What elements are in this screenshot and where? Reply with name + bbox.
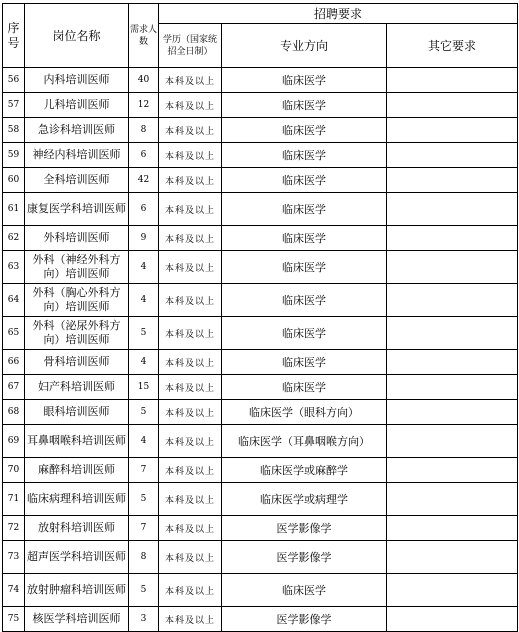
other-requirements-cell [387, 483, 518, 516]
education-cell: 本科及以上 [159, 483, 222, 516]
row-number: 68 [3, 400, 25, 425]
education-cell: 本科及以上 [159, 541, 222, 574]
education-cell: 本科及以上 [159, 574, 222, 607]
major-cell: 临床医学（耳鼻咽喉方向） [222, 425, 387, 458]
header-count: 需求人数 [129, 4, 159, 68]
count-cell: 5 [129, 483, 159, 516]
table-row [3, 607, 518, 632]
education-cell: 本科及以上 [159, 168, 222, 193]
other-requirements-cell [387, 317, 518, 350]
position-name-cell: 放射肿瘤科培训医师 [25, 574, 129, 607]
education-cell: 本科及以上 [159, 93, 222, 118]
table-row [3, 93, 518, 118]
count-cell: 5 [129, 317, 159, 350]
count-cell: 15 [129, 375, 159, 400]
count-cell: 4 [129, 251, 159, 284]
other-requirements-cell [387, 118, 518, 143]
count-cell: 5 [129, 574, 159, 607]
education-cell: 本科及以上 [159, 251, 222, 284]
row-number: 62 [3, 226, 25, 251]
row-number: 71 [3, 483, 25, 516]
row-number: 59 [3, 143, 25, 168]
other-requirements-cell [387, 251, 518, 284]
table-row [3, 168, 518, 193]
row-number: 66 [3, 350, 25, 375]
other-requirements-cell [387, 574, 518, 607]
other-requirements-cell [387, 93, 518, 118]
table-row [3, 68, 518, 93]
education-cell: 本科及以上 [159, 284, 222, 317]
major-cell: 临床医学 [222, 168, 387, 193]
education-cell: 本科及以上 [159, 350, 222, 375]
table-row [3, 143, 518, 168]
row-number: 58 [3, 118, 25, 143]
other-requirements-cell [387, 193, 518, 226]
other-requirements-cell [387, 350, 518, 375]
row-number: 61 [3, 193, 25, 226]
row-number: 65 [3, 317, 25, 350]
other-requirements-cell [387, 458, 518, 483]
major-cell: 临床医学 [222, 284, 387, 317]
major-cell: 临床医学 [222, 574, 387, 607]
position-name-cell: 核医学科培训医师 [25, 607, 129, 632]
major-cell: 临床医学 [222, 317, 387, 350]
position-name-cell: 放射科培训医师 [25, 516, 129, 541]
table-row [3, 251, 518, 284]
major-cell: 临床医学 [222, 375, 387, 400]
header-other: 其它要求 [387, 24, 518, 68]
other-requirements-cell [387, 400, 518, 425]
position-name-cell: 神经内科培训医师 [25, 143, 129, 168]
table-row [3, 375, 518, 400]
major-cell: 临床医学或麻醉学 [222, 458, 387, 483]
education-cell: 本科及以上 [159, 607, 222, 632]
count-cell: 12 [129, 93, 159, 118]
position-name-cell: 眼科培训医师 [25, 400, 129, 425]
other-requirements-cell [387, 284, 518, 317]
major-cell: 临床医学 [222, 226, 387, 251]
header-requirements: 招聘要求 [159, 4, 518, 24]
row-number: 70 [3, 458, 25, 483]
major-cell: 医学影像学 [222, 541, 387, 574]
position-name-cell: 麻醉科培训医师 [25, 458, 129, 483]
major-cell: 临床医学 [222, 93, 387, 118]
position-name-cell: 儿科培训医师 [25, 93, 129, 118]
position-name-cell: 外科（神经外科方向）培训医师 [25, 251, 129, 284]
major-cell: 临床医学 [222, 68, 387, 93]
education-cell: 本科及以上 [159, 317, 222, 350]
row-number: 73 [3, 541, 25, 574]
position-name-cell: 急诊科培训医师 [25, 118, 129, 143]
other-requirements-cell [387, 226, 518, 251]
recruitment-table [2, 3, 518, 632]
major-cell: 临床医学 [222, 251, 387, 284]
education-cell: 本科及以上 [159, 226, 222, 251]
education-cell: 本科及以上 [159, 400, 222, 425]
table-row [3, 458, 518, 483]
row-number: 69 [3, 425, 25, 458]
major-cell: 临床医学（眼科方向） [222, 400, 387, 425]
other-requirements-cell [387, 607, 518, 632]
count-cell: 8 [129, 118, 159, 143]
header-seq: 序号 [3, 4, 25, 68]
position-name-cell: 妇产科培训医师 [25, 375, 129, 400]
table-row [3, 574, 518, 607]
count-cell: 4 [129, 350, 159, 375]
table-row [3, 516, 518, 541]
major-cell: 临床医学或病理学 [222, 483, 387, 516]
count-cell: 7 [129, 516, 159, 541]
education-cell: 本科及以上 [159, 458, 222, 483]
position-name-cell: 康复医学科培训医师 [25, 193, 129, 226]
other-requirements-cell [387, 541, 518, 574]
other-requirements-cell [387, 516, 518, 541]
count-cell: 5 [129, 400, 159, 425]
row-number: 63 [3, 251, 25, 284]
count-cell: 6 [129, 143, 159, 168]
major-cell: 临床医学 [222, 143, 387, 168]
major-cell: 医学影像学 [222, 607, 387, 632]
position-name-cell: 临床病理科培训医师 [25, 483, 129, 516]
count-cell: 4 [129, 425, 159, 458]
count-cell: 3 [129, 607, 159, 632]
count-cell: 8 [129, 541, 159, 574]
row-number: 67 [3, 375, 25, 400]
position-name-cell: 骨科培训医师 [25, 350, 129, 375]
position-name-cell: 外科（泌尿外科方向）培训医师 [25, 317, 129, 350]
row-number: 60 [3, 168, 25, 193]
count-cell: 9 [129, 226, 159, 251]
major-cell: 临床医学 [222, 350, 387, 375]
table-row [3, 317, 518, 350]
header-major: 专业方向 [222, 24, 387, 68]
other-requirements-cell [387, 375, 518, 400]
row-number: 57 [3, 93, 25, 118]
other-requirements-cell [387, 425, 518, 458]
position-name-cell: 外科（胸心外科方向）培训医师 [25, 284, 129, 317]
header-row-top [3, 4, 518, 24]
count-cell: 7 [129, 458, 159, 483]
education-cell: 本科及以上 [159, 375, 222, 400]
education-cell: 本科及以上 [159, 68, 222, 93]
major-cell: 临床医学 [222, 118, 387, 143]
table-row [3, 226, 518, 251]
position-name-cell: 内科培训医师 [25, 68, 129, 93]
table-row [3, 541, 518, 574]
count-cell: 40 [129, 68, 159, 93]
position-name-cell: 耳鼻咽喉科培训医师 [25, 425, 129, 458]
table-row [3, 118, 518, 143]
row-number: 74 [3, 574, 25, 607]
table-row [3, 193, 518, 226]
other-requirements-cell [387, 168, 518, 193]
row-number: 75 [3, 607, 25, 632]
table-row [3, 483, 518, 516]
count-cell: 6 [129, 193, 159, 226]
row-number: 72 [3, 516, 25, 541]
other-requirements-cell [387, 68, 518, 93]
education-cell: 本科及以上 [159, 516, 222, 541]
major-cell: 医学影像学 [222, 516, 387, 541]
education-cell: 本科及以上 [159, 425, 222, 458]
major-cell: 临床医学 [222, 193, 387, 226]
table-row [3, 284, 518, 317]
education-cell: 本科及以上 [159, 118, 222, 143]
table-row [3, 425, 518, 458]
position-name-cell: 外科培训医师 [25, 226, 129, 251]
position-name-cell: 超声医学科培训医师 [25, 541, 129, 574]
count-cell: 4 [129, 284, 159, 317]
table-row [3, 350, 518, 375]
education-cell: 本科及以上 [159, 143, 222, 168]
other-requirements-cell [387, 143, 518, 168]
position-name-cell: 全科培训医师 [25, 168, 129, 193]
education-cell: 本科及以上 [159, 193, 222, 226]
row-number: 64 [3, 284, 25, 317]
header-position-name: 岗位名称 [25, 4, 129, 68]
header-education: 学历（国家统招全日制） [159, 24, 222, 68]
table-row [3, 400, 518, 425]
row-number: 56 [3, 68, 25, 93]
count-cell: 42 [129, 168, 159, 193]
table-body [3, 68, 518, 632]
